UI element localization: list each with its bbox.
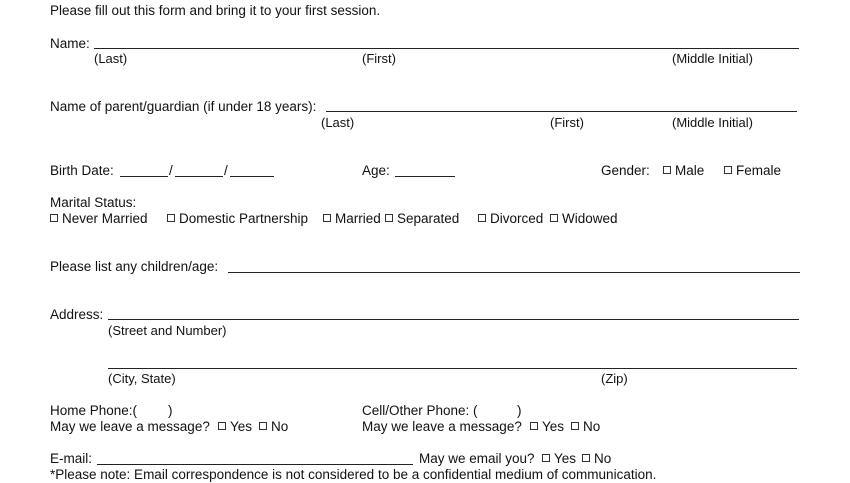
guardian-sub-middle: (Middle Initial) — [672, 115, 753, 130]
email-no[interactable] — [582, 452, 611, 466]
home-message-yes-label: Yes — [230, 419, 253, 434]
guardian-sub-last: (Last) — [321, 115, 355, 130]
cell-phone-label: Cell/Other Phone: ( — [362, 403, 478, 418]
name-sub-last: (Last) — [94, 51, 128, 66]
gender-option-female[interactable] — [724, 164, 781, 178]
checkbox-icon[interactable] — [218, 422, 226, 430]
home-phone-label: Home Phone:( — [50, 403, 138, 418]
marital-option-label: Widowed — [562, 211, 618, 226]
marital-option-separated[interactable] — [385, 212, 459, 226]
name-label: Name: — [50, 36, 90, 51]
marital-option-label: Divorced — [490, 211, 544, 226]
email-question: May we email you? — [419, 451, 535, 466]
checkbox-icon[interactable] — [478, 214, 486, 222]
guardian-label: Name of parent/guardian (if under 18 years): — [50, 99, 317, 114]
name-sub-middle: (Middle Initial) — [672, 51, 753, 66]
children-label: Please list any children/age: — [50, 259, 219, 274]
email-yes[interactable] — [542, 452, 576, 466]
email-input-line[interactable] — [97, 464, 413, 465]
birth-sep-2: / — [224, 163, 228, 178]
marital-option-label: Married — [335, 211, 381, 226]
home-phone-close-paren: ) — [168, 403, 173, 418]
address-sub-city: (City, State) — [108, 371, 176, 386]
address-city-line[interactable] — [108, 368, 797, 369]
age-input-line[interactable] — [395, 176, 455, 177]
checkbox-icon[interactable] — [385, 214, 393, 222]
marital-option-label: Domestic Partnership — [179, 211, 309, 226]
checkbox-icon[interactable] — [323, 214, 331, 222]
checkbox-icon[interactable] — [571, 422, 579, 430]
home-message-question: May we leave a message? — [50, 419, 210, 434]
home-message-no-label: No — [271, 419, 289, 434]
checkbox-icon[interactable] — [167, 214, 175, 222]
form-intro: Please fill out this form and bring it to your first session. — [50, 3, 381, 18]
address-sub-street: (Street and Number) — [108, 323, 227, 338]
birth-month-line[interactable] — [120, 176, 168, 177]
children-input-line[interactable] — [228, 272, 800, 273]
email-label: E-mail: — [50, 451, 93, 466]
checkbox-icon[interactable] — [663, 166, 671, 174]
email-no-label: No — [594, 451, 612, 466]
birth-date-label: Birth Date: — [50, 163, 114, 178]
name-input-line[interactable] — [94, 48, 799, 49]
marital-option-label: Separated — [397, 211, 460, 226]
checkbox-icon[interactable] — [50, 214, 58, 222]
marital-option-never-married[interactable] — [50, 212, 148, 226]
checkbox-icon[interactable] — [542, 454, 550, 462]
address-street-line[interactable] — [108, 319, 799, 320]
marital-option-married[interactable] — [323, 212, 381, 226]
checkbox-icon[interactable] — [530, 422, 538, 430]
birth-sep-1: / — [169, 163, 173, 178]
marital-option-divorced[interactable] — [478, 212, 543, 226]
home-message-yes[interactable] — [218, 420, 252, 434]
marital-option-domestic-partnership[interactable] — [167, 212, 308, 226]
home-message-no[interactable] — [259, 420, 288, 434]
address-label: Address: — [50, 307, 104, 322]
cell-message-question: May we leave a message? — [362, 419, 522, 434]
checkbox-icon[interactable] — [550, 214, 558, 222]
age-label: Age: — [362, 163, 390, 178]
address-sub-zip: (Zip) — [601, 371, 628, 386]
checkbox-icon[interactable] — [724, 166, 732, 174]
cell-message-yes[interactable] — [530, 420, 564, 434]
checkbox-icon[interactable] — [259, 422, 267, 430]
guardian-input-line[interactable] — [326, 111, 797, 112]
gender-label: Gender: — [601, 163, 650, 178]
cell-message-no[interactable] — [571, 420, 600, 434]
gender-option-label: Male — [675, 163, 705, 178]
marital-option-widowed[interactable] — [550, 212, 618, 226]
email-note: *Please note: Email correspondence is not considered to be a confidential medium of communication. — [50, 467, 657, 482]
cell-message-yes-label: Yes — [542, 419, 565, 434]
birth-year-line[interactable] — [230, 176, 274, 177]
gender-option-male[interactable] — [663, 164, 704, 178]
name-sub-first: (First) — [362, 51, 396, 66]
gender-option-label: Female — [736, 163, 782, 178]
marital-status-label: Marital Status: — [50, 195, 137, 210]
marital-option-label: Never Married — [62, 211, 148, 226]
email-yes-label: Yes — [554, 451, 577, 466]
cell-message-no-label: No — [583, 419, 601, 434]
cell-phone-close-paren: ) — [517, 403, 522, 418]
birth-day-line[interactable] — [175, 176, 223, 177]
checkbox-icon[interactable] — [582, 454, 590, 462]
guardian-sub-first: (First) — [550, 115, 584, 130]
